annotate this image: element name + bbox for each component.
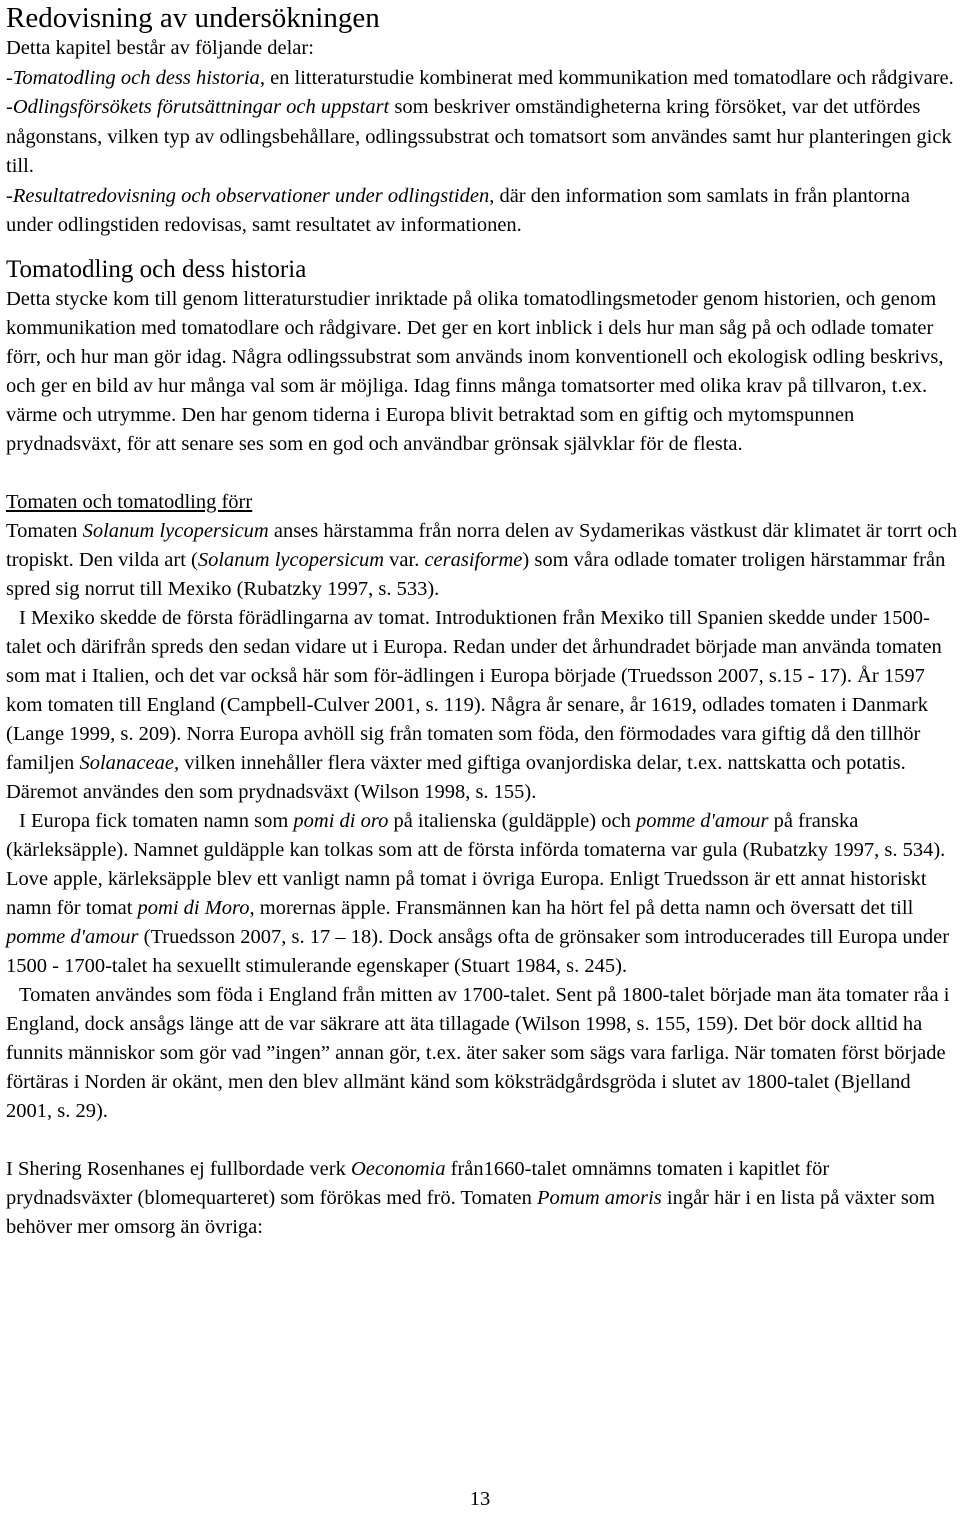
list-item-1: -Tomatodling och dess historia, en litteraturstudie kombinerat med kommunikation med tomatodlare och rådgivare. <box>6 66 954 89</box>
paragraph-names: I Europa fick tomaten namn som pomi di oro på italienska (guldäpple) och pomme d'amour på franska (kärleksäpple). Namnet guldäpple kan tolkas som att de första införda tomaterna var gula (Rubatzky 1997, s. 534). Love apple, kärleksäpple blev ett vanligt namn på tomat i övriga Europa. Enligt Truedsson är ett annat historiskt namn för tomat pomi di Moro, morernas äpple. Fransmännen kan ha hört fel på detta namn och översatt det till pomme d'amour (Truedsson 2007, s. 17 – 18). Dock ansågs ofta de grönsaker som introducerades till Europa under 1500 - 1700-talet ha sexuellt stimulerande egenskaper (Stuart 1984, s. 245). <box>6 809 950 977</box>
paragraph-origin: Tomaten Solanum lycopersicum anses härstamma från norra delen av Sydamerikas västkust där klimatet är torrt och tropiskt. Den vilda art (Solanum lycopersicum var. cerasiforme) som våra odlade tomater troligen härstammar från spred sig norrut till Mexiko (Rubatzky 1997, s. 533). <box>6 519 957 600</box>
paragraph-england: Tomaten användes som föda i England från mitten av 1700-talet. Sent på 1800-talet började man äta tomater råa i England, dock ansågs länge att de var säkrare att äta tillagade (Wilson 1998, s. 155, 159). Det bör dock alltid ha funnits människor som gör vad ”ingen” annan gör, t.ex. äter saker som sägs vara farliga. När tomaten först började förtäras i Norden är okänt, men den blev allmänt känd som köksträdgårdsgröda i slutet av 1800-talet (Bjelland 2001, s. 29). <box>6 983 950 1122</box>
subsection-title: Tomaten och tomatodling förr <box>6 490 253 513</box>
document-page <box>6 0 958 1242</box>
chapter-heading: Redovisning av undersökningen <box>6 2 380 34</box>
list-item-3: -Resultatredovisning och observationer under odlingstiden, där den information som samlats in från plantorna under odlingstiden redovisas, samt resultatet av informationen. <box>6 184 910 236</box>
section-title: Tomatodling och dess historia <box>6 255 307 283</box>
paragraph-oeconomia: I Shering Rosenhanes ej fullbordade verk Oeconomia från1660-talet omnämns tomaten i kapitlet för prydnadsväxter (blomequarteret) som förökas med frö. Tomaten Pomum amoris ingår här i en lista på växter som behöver mer omsorg än övriga: <box>6 1157 935 1238</box>
section-paragraph: Detta stycke kom till genom litteraturstudier inriktade på olika tomatodlingsmetoder genom historien, och genom kommunikation med tomatodlare och rådgivare. Det ger en kort inblick i dels hur man såg på och odlade tomater förr, och hur man gör idag. Några odlingssubstrat som används inom konventionell och ekologisk odling beskrivs, och ger en bild av hur många val som är möjliga. Idag finns många tomatsorter med olika krav på tillvaron, t.ex. värme och utrymme. Den har genom tiderna i Europa blivit betraktad som en giftig och mytomspunnen prydnadsväxt, för att senare ses som en god och användbar grönsak självklar för de flesta. <box>6 287 944 455</box>
list-item-2-title: Odlingsförsökets förutsättningar och uppstart <box>12 96 390 118</box>
intro-text: Detta kapitel består av följande delar: <box>6 37 314 59</box>
list-item-2: -Odlingsförsökets förutsättningar och uppstart som beskriver omständigheterna kring försöket, var det utfördes någonstans, vilken typ av odlingsbehållare, odlingssubstrat och tomatsort som användes samt hur planteringen gick till. <box>6 96 952 177</box>
intro-block <box>6 34 958 241</box>
list-item-3-title: Resultatredovisning och observationer under odlingstiden <box>12 184 490 207</box>
paragraph-mexico: I Mexiko skedde de första förädlingarna av tomat. Introduktionen från Mexiko till Spanien skedde under 1500-talet och därifrån spreds den sedan vidare ut i Europa. Redan under det århundradet började man använda tomaten som mat i Italien, och det var också här som för-ädlingen i Europa började (Truedsson 2007, s.15 - 17). År 1597 kom tomaten till England (Campbell-Culver 2001, s. 119). Några år senare, år 1619, odlades tomaten i Danmark (Lange 1999, s. 209). Norra Europa avhöll sig från tomaten som föda, den förmodades vara giftig då den tillhör familjen Solanaceae, vilken innehåller flera växter med giftiga ovanjordiska delar, t.ex. nattskatta och potatis. Däremot användes den som prydnadsväxt (Wilson 1998, s. 155). <box>6 606 942 803</box>
list-item-1-title: Tomatodling och dess historia <box>12 66 260 89</box>
page-number: 13 <box>469 1488 491 1510</box>
